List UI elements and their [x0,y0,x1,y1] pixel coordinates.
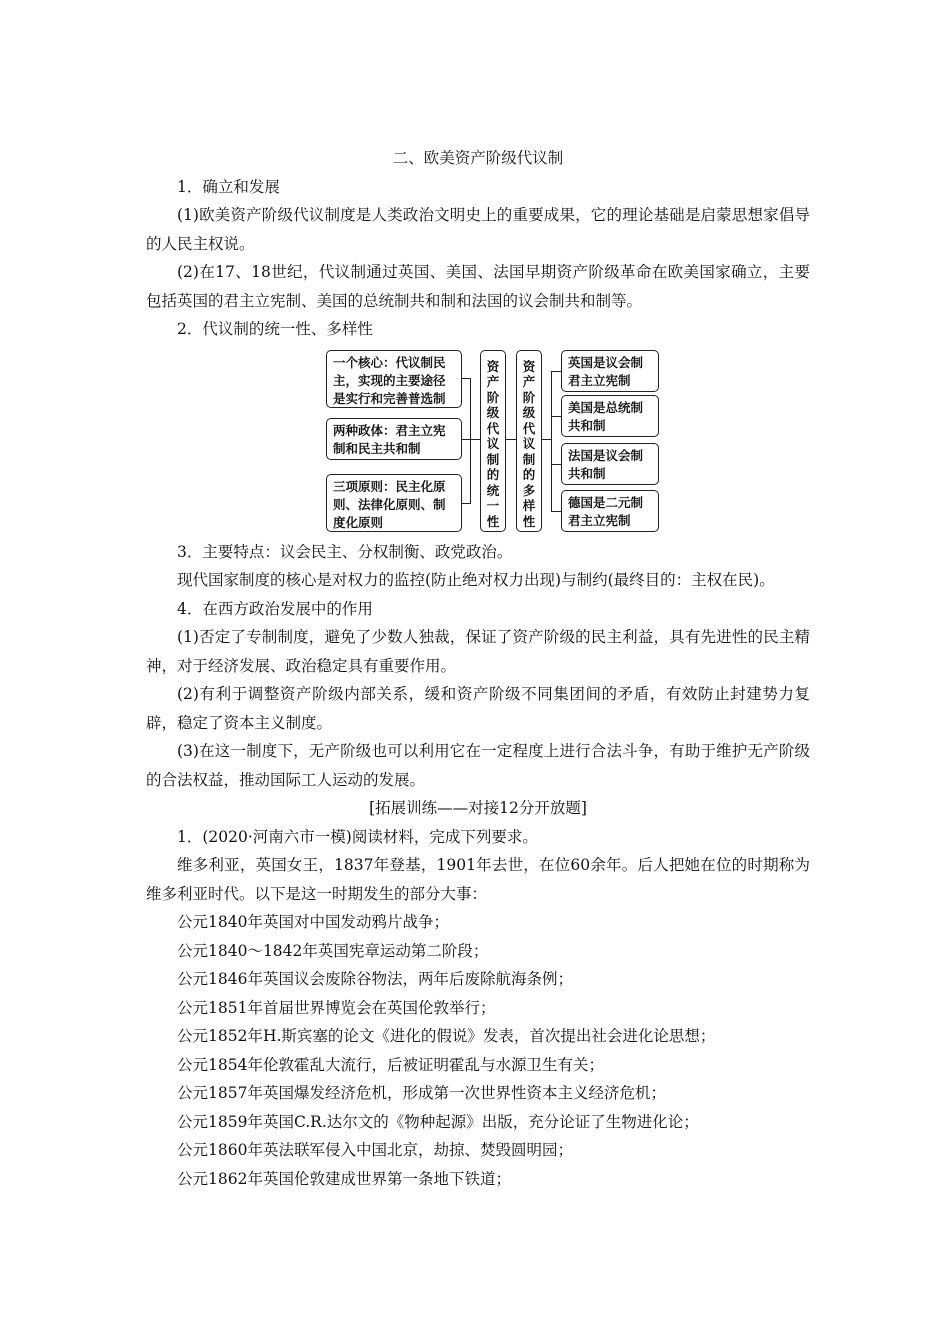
char: 阶 [522,389,536,405]
char: 统 [486,482,500,498]
event-item: 公元1840年英国对中国发动鸦片战争； [177,913,449,931]
event-item: 公元1862年英国伦敦建成世界第一条地下铁道； [177,1169,511,1188]
event-item: 公元1859年英国C.R.达尔文的《物种起源》出版，充分论证了生物进化论； [177,1112,699,1131]
event-item: 公元1860年英法联军侵入中国北京，劫掠、焚毁圆明园； [177,1141,573,1159]
connector-line [470,378,471,504]
char: 产 [486,374,500,389]
right-box-usa: 美国是总统制共和制 [561,395,659,437]
char: 样 [522,498,536,513]
center-box-unity [480,350,506,532]
paragraph-role-1: (1)否定了专制制度，避免了少数人独裁，保证了资产阶级的民主利益，具有先进性的民主精神，对于经济发展、政治稳定具有重要作用。 [146,628,810,675]
char: 阶 [486,389,500,405]
question-intro: 维多利亚，英国女王，1837年登基，1901年去世，在位60余年。后人把她在位的时期称为维多利亚时代。以下是这一时期发生的部分大事： [146,856,810,903]
char: 多 [522,482,536,498]
connector-line [551,464,561,465]
event-item: 公元1846年英国议会废除谷物法，两年后废除航海条例； [177,970,573,988]
char: 性 [486,513,500,529]
right-box-britain: 英国是议会制君主立宪制 [561,350,659,392]
paragraph-establishment: (2)在17、18世纪，代议制通过英国、美国、法国早期资产阶级革命在欧美国家确立，主要包括英国的君主立宪制、美国的总统制共和制和法国的议会制共和制等。 [146,263,810,310]
char: 资 [486,358,500,374]
paragraph-theory: (1)欧美资产阶级代议制度是人类政治文明史上的重要成果，它的理论基础是启蒙思想家倡导的人民主权说。 [146,206,810,253]
event-item: 公元1852年H.斯宾塞的论文《进化的假说》发表，首次提出社会进化论思想； [177,1027,716,1045]
char: 一 [486,498,500,513]
heading-establishment: 1．确立和发展 [177,177,280,196]
center-box-diversity [516,350,542,532]
event-item: 公元1854年伦敦霍乱大流行，后被证明霍乱与水源卫生有关； [177,1055,604,1074]
right-box-france: 法国是议会制共和制 [561,443,659,485]
char: 制 [486,451,500,467]
event-item: 公元1857年英国爆发经济危机，形成第一次世界性资本主义经济危机； [177,1084,666,1102]
connector-line [506,439,516,440]
connector-line [551,371,561,372]
connector-line [551,511,561,512]
heading-role: 4．在西方政治发展中的作用 [177,599,373,618]
char: 性 [522,513,536,529]
event-item: 公元1840～1842年英国宪章运动第二阶段； [177,941,489,960]
char: 资 [522,358,536,374]
char: 议 [522,436,536,451]
char: 级 [522,405,536,420]
char: 制 [522,451,536,467]
char: 级 [486,405,500,420]
char: 代 [486,420,500,436]
left-box-principles: 三项原则：民主化原则、法律化原则、制度化原则 [326,474,462,532]
char: 代 [522,420,536,436]
connector-line [551,416,561,417]
right-box-germany: 德国是二元制君主立宪制 [561,490,659,532]
char: 的 [522,467,536,482]
left-box-core: 一个核心：代议制民主，实现的主要途径是实行和完善普选制 [326,350,462,408]
concept-diagram [146,346,810,536]
paragraph-role-3: (3)在这一制度下，无产阶级也可以利用它在一定程度上进行合法斗争，有助于维护无产阶级的合法权益，推动国际工人运动的发展。 [146,742,810,789]
paragraph-core: 现代国家制度的核心是对权力的监控(防止绝对权力出现)与制约(最终目的：主权在民)。 [177,571,775,589]
question-1: 1．(2020·河南六市一模)阅读材料，完成下列要求。 [177,827,538,846]
event-item: 公元1851年首届世界博览会在英国伦敦举行； [177,998,496,1017]
left-box-polity: 两种政体：君主立宪制和民主共和制 [326,418,462,460]
connector-line [551,371,552,512]
document-page [146,140,810,1193]
char: 的 [486,467,500,482]
paragraph-role-2: (2)有利于调整资产阶级内部关系，缓和资产阶级不同集团间的矛盾，有效防止封建势力复辟，稳定了资本主义制度。 [146,685,810,732]
connector-line [470,439,480,440]
section-title: 二、欧美资产阶级代议制 [392,149,564,167]
char: 产 [522,374,536,389]
heading-unity-diversity: 2．代议制的统一性、多样性 [177,320,373,338]
char: 议 [486,436,500,451]
heading-features: 3．主要特点：议会民主、分权制衡、政党政治。 [177,542,513,561]
training-title: [拓展训练——对接12分开放题] [369,799,587,817]
